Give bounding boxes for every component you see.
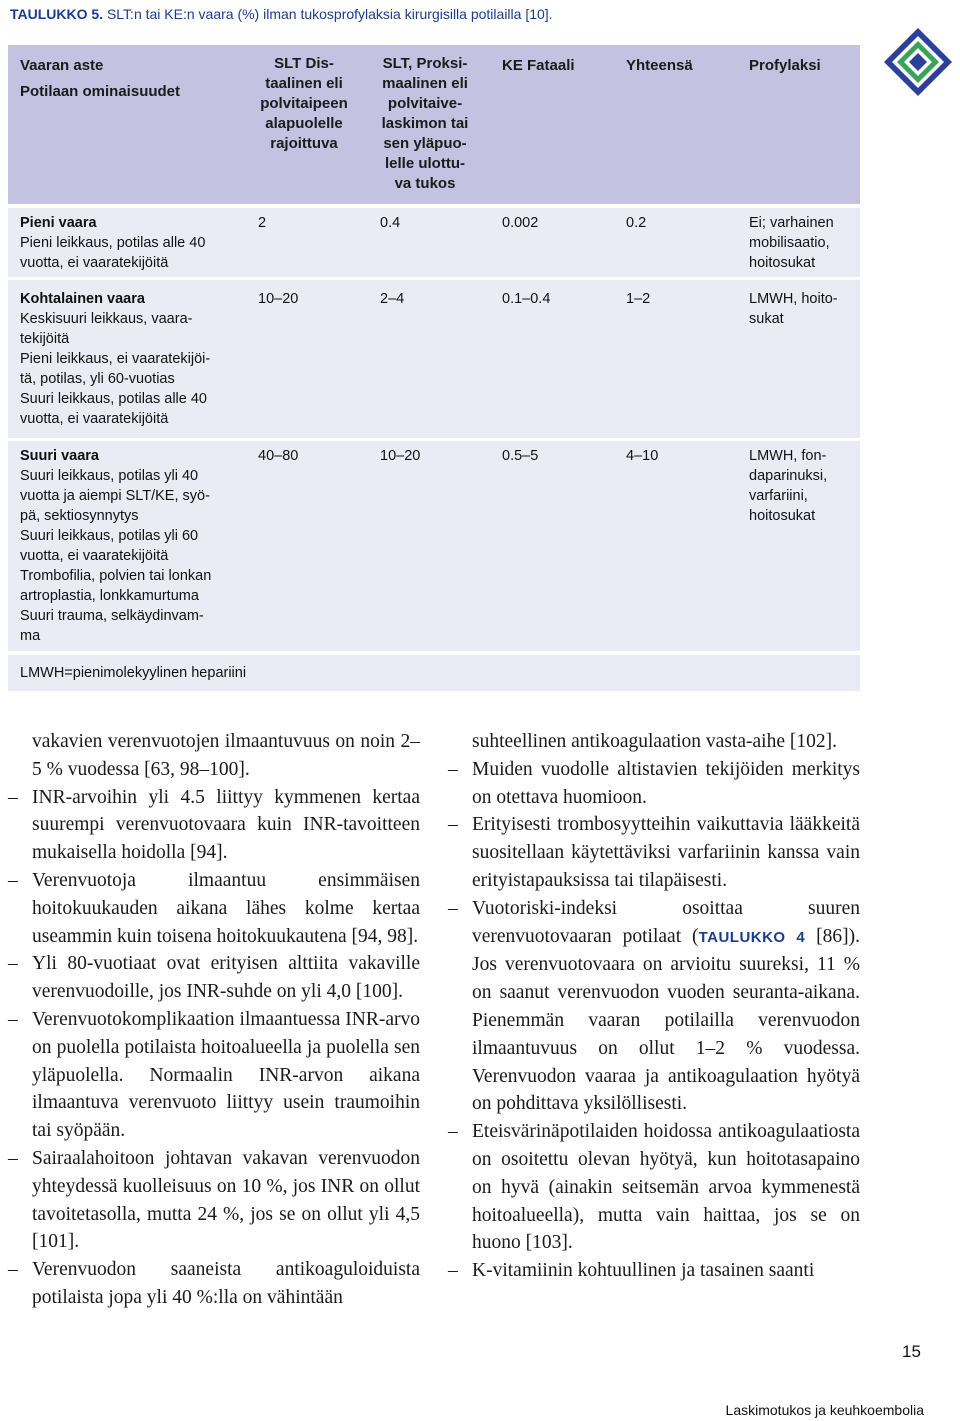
cell-high-slt-distal: 40–80: [258, 448, 299, 464]
list-item: – Verenvuotokomplikaation ilmaantuessa INR-arvo on puolella potilaista hoitoalueella ja puolella sen yläpuolella. Normaalin INR-arvon aikana ilmaantuva verenvuoto liittyy usein traumoihin tai syöpään.: [8, 1008, 420, 1142]
cell-moderate-prophylaxis: LMWH, hoito- sukat: [749, 291, 838, 327]
body-column-left: [8, 728, 420, 1312]
table-caption: [10, 6, 553, 22]
table-caption-label: TAULUKKO 5.: [10, 6, 104, 22]
list-item: – Vuotoriski-indeksi osoittaa suuren verenvuotovaaran potilaat (TAULUKKO 4 [86]). Jos verenvuotovaara on arvioitu suureksi, 11 % on saanut verenvuodon vuoden seuranta-aikana. Pienemmän vaaran potilailla verenvuodon ilmaantuvuus on ollut 1–2 % vuodessa. Verenvuodon vaaraa ja antikoagulaation hyötyä on pohdittava yksilöllisesti.: [448, 897, 861, 1115]
cell-high-total: 4–10: [626, 448, 659, 464]
header-risk-level: Vaaran aste Potilaan ominaisuudet: [20, 57, 181, 100]
cell-moderate-total: 1–2: [626, 291, 651, 307]
cell-low-total: 0.2: [626, 215, 647, 231]
running-title: Laskimotukos ja keuhkoembolia: [725, 1402, 924, 1418]
row-high-risk: Suuri vaara Suuri leikkaus, potilas yli 40 vuotta ja aiempi SLT/KE, syö- pä, sektiosynnytys Suuri leikkaus, potilas yli 60 vuotta, ei vaaratekijöitä Trombofilia, polvien tai lonkan artroplastia, lonkkamurtuma Suuri trauma, selkäydinvam- ma: [20, 448, 212, 644]
cell-low-slt-proximal: 0.4: [380, 215, 401, 231]
paragraph: suhteellinen antikoagulaation vasta-aihe [102].: [472, 731, 837, 752]
header-prophylaxis: Profylaksi: [749, 57, 821, 74]
cell-low-ke: 0.002: [502, 215, 539, 231]
table-caption-text: SLT:n tai KE:n vaara (%) ilman tukosprofylaksia kirurgisilla potilailla [10].: [106, 6, 553, 22]
cell-moderate-ke: 0.1–0.4: [502, 291, 551, 307]
table-reference-link[interactable]: TAULUKKO 4: [698, 928, 806, 946]
header-total: Yhteensä: [626, 57, 693, 74]
cell-high-prophylaxis: LMWH, fon- daparinuksi, varfariini, hoitosukat: [749, 448, 828, 524]
list-item: – K-vitamiinin kohtuullinen ja tasainen saanti: [448, 1260, 815, 1282]
cell-low-prophylaxis: Ei; varhainen mobilisaatio, hoitosukat: [749, 215, 834, 271]
list-item: – Verenvuotoja ilmaantuu ensimmäisen hoitokuukauden aikana lähes kolme kertaa useammin kuin toisena hoitokuukautena [94, 98].: [8, 869, 420, 947]
page-number: 15: [902, 1342, 921, 1361]
header-ke-fatal: KE Fataali: [502, 57, 575, 74]
cell-moderate-slt-proximal: 2–4: [380, 291, 405, 307]
list-item: – Sairaalahoitoon johtavan vakavan verenvuodon yhteydessä kuolleisuus on 10 %, jos INR on ollut tavoitetasolla, mutta 24 %, jos se on ollut yli 4,5 [101].: [8, 1147, 420, 1253]
cell-high-ke: 0.5–5: [502, 448, 539, 464]
list-item: – INR-arvoihin yli 4.5 liittyy kymmenen kertaa suurempi verenvuotovaara kuin INR-tavoitteen mukaisella hoidolla [94].: [8, 786, 420, 864]
paragraph: vakavien verenvuotojen ilmaantuvuus on noin 2–5 % vuodessa [63, 98–100].: [32, 731, 420, 780]
list-item: – Yli 80-vuotiaat ovat erityisen alttiita vakaville verenvuodoille, jos INR-suhde on yli 4,0 [100].: [8, 953, 420, 1003]
row-moderate-risk: Kohtalainen vaara Keskisuuri leikkaus, vaara- tekijöitä Pieni leikkaus, ei vaaratekijöi- tä, potilas, yli 60-vuotias Suuri leikkaus, potilas alle 40 vuotta, ei vaaratekijöitä: [20, 291, 211, 427]
list-item: – Muiden vuodolle altistavien tekijöiden merkitys on otettava huomioon.: [448, 758, 860, 808]
list-item: – Erityisesti trombosyytteihin vaikuttavia lääkkeitä suositellaan käytettäviksi varfariinin kanssa vain erityistapauksissa tai tilapäisesti.: [448, 814, 860, 891]
diamond-logo-icon: [882, 26, 954, 98]
cell-low-slt-distal: 2: [258, 215, 267, 231]
row-low-risk: Pieni vaara Pieni leikkaus, potilas alle 40 vuotta, ei vaaratekijöitä: [20, 215, 206, 271]
list-item: – Eteisvärinäpotilaiden hoidossa antikoagulaatiosta on osoitettu olevan hyötyä, kun hoitotasapaino on hyvä (ainakin seitsemän arvoa kymmenestä hoitoalueella), mutta vain haittaa, jos se on huono [103].: [448, 1121, 860, 1254]
table-footnote: LMWH=pienimolekyylinen hepariini: [20, 665, 247, 681]
cell-high-slt-proximal: 10–20: [380, 448, 421, 464]
list-item: – Verenvuodon saaneista antikoaguloiduista potilaista jopa yli 40 %:lla on vähintään: [8, 1259, 420, 1308]
header-slt-proximal: SLT, Proksi- maalinen eli polvitaive- laskimon tai sen yläpuo- lelle ulottu- va tukos: [381, 55, 469, 192]
body-column-right: [448, 728, 861, 1285]
header-slt-distal: SLT Dis- taalinen eli polvitaipeen alapuolelle rajoittuva: [260, 55, 348, 152]
cell-moderate-slt-distal: 10–20: [258, 291, 299, 307]
